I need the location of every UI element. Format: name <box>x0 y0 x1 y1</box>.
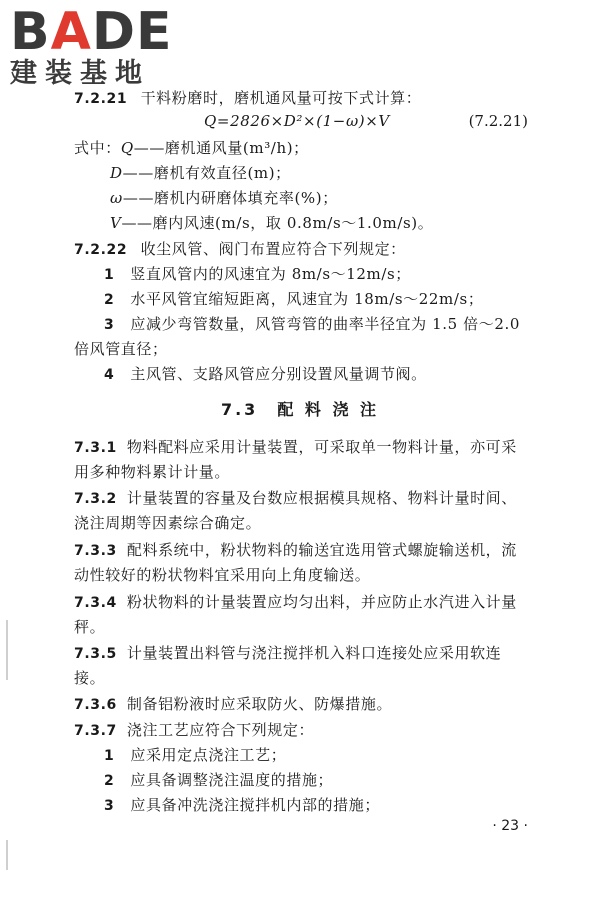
list-item: 3 应具备冲洗浇注搅拌机内部的措施； <box>104 796 380 814</box>
list-item: 1 应采用定点浇注工艺； <box>104 746 287 764</box>
list-item: 3 应减少弯管数量，风管弯管的曲率半径宜为 1.5 倍～2.0 <box>104 315 520 333</box>
bade-logo <box>10 4 180 90</box>
clause: 7.3.1 物料配料应采用计量装置，可采取单一物料计量，亦可采 <box>74 438 517 456</box>
clause-7-2-22 <box>74 239 406 260</box>
variable-definition: V——磨内风速(m/s，取 0.8m/s～1.0m/s)。 <box>110 214 434 232</box>
clause-continuation: 接。 <box>74 669 106 687</box>
list-item: 2 应具备调整浇注温度的措施； <box>104 771 334 789</box>
list-item: 4 主风管、支路风管应分别设置风量调节阀。 <box>104 365 427 383</box>
clause: 7.3.5 计量装置出料管与浇注搅拌机入料口连接处应采用软连 <box>74 644 502 662</box>
clause-7-2-21 <box>74 88 421 109</box>
scan-edge-mark <box>6 840 8 870</box>
clause-number: 7.2.21 <box>74 91 128 107</box>
clause: 7.3.3 配料系统中，粉状物料的输送宜选用管式螺旋输送机，流 <box>74 541 517 559</box>
clause-continuation: 动性较好的粉状物料宜采用向上角度输送。 <box>74 566 371 584</box>
list-item: 2 水平风管宜缩短距离，风速宜为 18m/s～22m/s； <box>104 290 484 308</box>
section-heading: 7.3 配 料 浇 注 <box>220 400 380 419</box>
list-item: 1 竖直风管内的风速宜为 8m/s～12m/s； <box>104 265 411 283</box>
scan-edge-mark <box>6 620 8 680</box>
variable-definition: 式中：Q——磨机通风量(m³/h)； <box>74 139 309 157</box>
clause-continuation: 浇注周期等因素综合确定。 <box>74 514 262 532</box>
clause-continuation: 用多种物料累计计量。 <box>74 463 231 481</box>
formula: Q=2826×D²×(1−ω)×V <box>204 112 390 130</box>
clause-continuation: 秤。 <box>74 618 106 636</box>
where-label: 式中： <box>74 139 121 157</box>
clause-number: 7.2.22 <box>74 242 128 258</box>
clause: 7.3.4 粉状物料的计量装置应均匀出料，并应防止水汽进入计量 <box>74 593 517 611</box>
clause: 7.3.2 计量装置的容量及台数应根据模具规格、物料计量时间、 <box>74 489 517 507</box>
logo-subtitle: 建装基地 <box>10 58 150 89</box>
page-number: · 23 · <box>492 818 528 834</box>
logo-mark: BADE <box>10 2 173 62</box>
logo-accent-letter: A <box>50 2 92 62</box>
variable-definition: D——磨机有效直径(m)； <box>110 164 291 182</box>
formula-number: (7.2.21) <box>468 112 528 130</box>
clause: 7.3.6 制备铝粉液时应采取防火、防爆措施。 <box>74 695 393 713</box>
variable-definition: ω——磨机内研磨体填充率(%)； <box>110 189 338 207</box>
clause-text: 干料粉磨时，磨机通风量可按下式计算： <box>140 89 422 107</box>
clause-text: 收尘风管、阀门布置应符合下列规定： <box>140 240 406 258</box>
list-item-continuation: 倍风管直径； <box>74 340 168 358</box>
clause: 7.3.7 浇注工艺应符合下列规定： <box>74 721 315 739</box>
